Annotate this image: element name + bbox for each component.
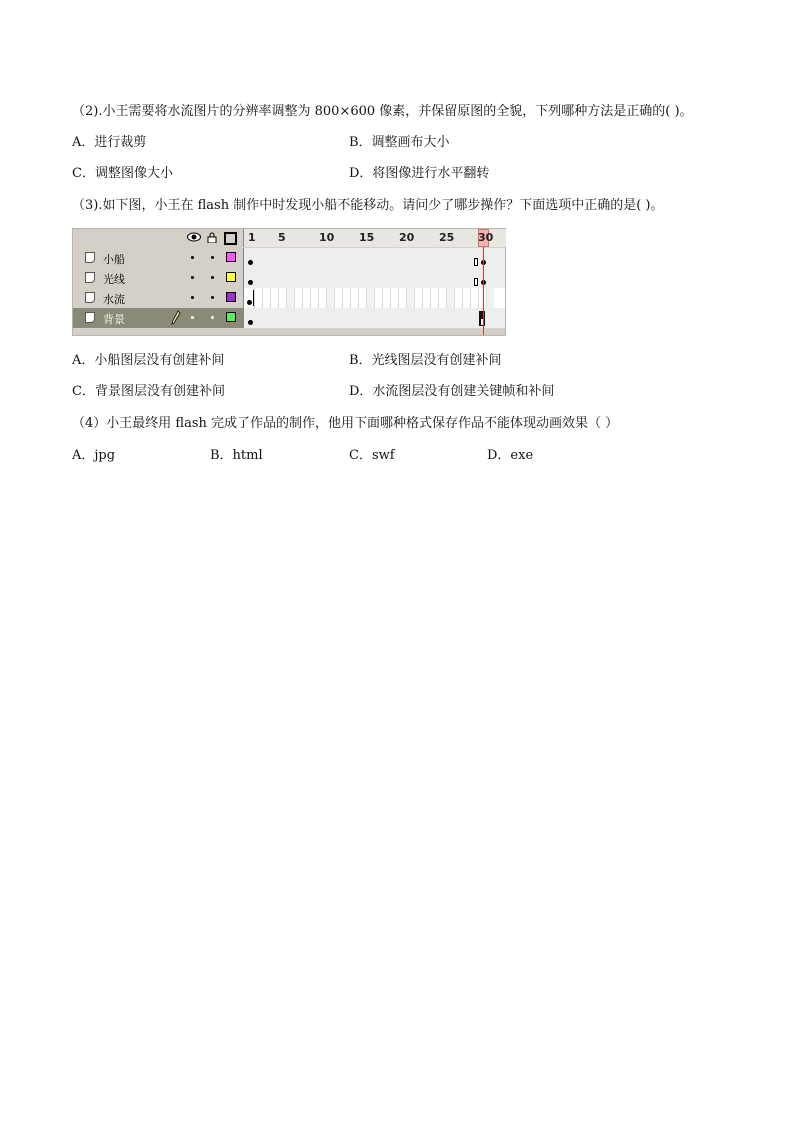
frame-cell[interactable]: [446, 288, 454, 308]
ruler-tick: 1: [248, 231, 256, 244]
keyframe-start[interactable]: [247, 300, 252, 305]
playhead-line: [483, 247, 484, 335]
layer-water[interactable]: [73, 288, 505, 308]
visibility-dot[interactable]: [191, 316, 194, 319]
layer-label: 水流: [103, 293, 125, 306]
frame-cell[interactable]: [454, 288, 462, 308]
layer-label: 背景: [103, 313, 125, 326]
frame-cell[interactable]: [350, 288, 358, 308]
frame-cell[interactable]: [334, 288, 342, 308]
layer-name-area[interactable]: [73, 268, 243, 288]
frame-cell[interactable]: [374, 288, 382, 308]
frame-cell[interactable]: [390, 288, 398, 308]
frame-cell[interactable]: [286, 288, 294, 308]
frame-cell[interactable]: [406, 288, 414, 308]
frame-ruler: [243, 229, 506, 247]
lock-dot[interactable]: [211, 296, 214, 299]
keyframe-start[interactable]: [248, 280, 253, 285]
lock-icon: [207, 232, 217, 243]
question-2-option-a: A．进行裁剪: [72, 135, 147, 150]
visibility-dot[interactable]: [191, 256, 194, 259]
frame-end-marker: [474, 258, 478, 266]
eye-icon: [187, 232, 201, 242]
ruler-tick: 10: [319, 231, 335, 244]
outline-color-swatch[interactable]: [226, 272, 236, 282]
question-4-option-b: B．html: [210, 448, 263, 463]
lock-dot[interactable]: [211, 316, 214, 319]
question-3-option-a: A．小船图层没有创建补间: [72, 353, 225, 368]
frame-cell[interactable]: [462, 288, 470, 308]
frame-cell[interactable]: [486, 288, 494, 308]
playhead[interactable]: [478, 229, 494, 247]
pencil-icon: [171, 310, 181, 325]
question-3-option-d: D．水流图层没有创建关键帧和补间: [349, 384, 555, 399]
frame-cell[interactable]: [262, 288, 270, 308]
frame-cell[interactable]: [318, 288, 326, 308]
frame-cell[interactable]: [382, 288, 390, 308]
layer-frames[interactable]: [243, 268, 505, 288]
layer-name-area[interactable]: [73, 248, 243, 268]
layer-frames[interactable]: [243, 288, 505, 308]
lock-dot[interactable]: [211, 276, 214, 279]
layer-page-icon: [85, 292, 95, 303]
flash-timeline-figure: [72, 228, 506, 336]
ruler-tick: 25: [439, 231, 455, 244]
frame-cell[interactable]: [294, 288, 302, 308]
layer-light[interactable]: [73, 268, 505, 288]
layer-frames[interactable]: [243, 308, 505, 328]
question-2-option-c: C．调整图像大小: [72, 166, 173, 181]
layer-name-area[interactable]: [73, 288, 243, 308]
frame-cell[interactable]: [358, 288, 366, 308]
ruler-tick: 15: [359, 231, 375, 244]
frame-cell[interactable]: [470, 288, 478, 308]
frame-cell[interactable]: [414, 288, 422, 308]
frame-cell[interactable]: [478, 288, 486, 308]
outline-color-swatch[interactable]: [226, 252, 236, 262]
question-4-option-d: D．exe: [487, 448, 534, 463]
frame-cell[interactable]: [342, 288, 350, 308]
ruler-tick-current: 30: [478, 231, 494, 244]
layer-label: 光线: [103, 273, 125, 286]
frame-cell[interactable]: [302, 288, 310, 308]
question-2-stem: （2).小王需要将水流图片的分辨率调整为 800×600 像素，并保留原图的全貌，下列哪种方法是正确的( )。: [72, 104, 693, 119]
layer-page-icon: [85, 252, 95, 263]
ruler-tick: 20: [399, 231, 415, 244]
question-4-option-c: C．swf: [349, 448, 395, 463]
visibility-dot[interactable]: [191, 296, 194, 299]
keyframe-start[interactable]: [248, 260, 253, 265]
layer-frames[interactable]: [243, 248, 505, 268]
layer-background[interactable]: [73, 308, 505, 328]
question-4-option-a: A．jpg: [72, 448, 116, 463]
timeline-header-icons: [183, 231, 243, 245]
frame-cell[interactable]: [430, 288, 438, 308]
frame-cell[interactable]: [326, 288, 334, 308]
frame-cell[interactable]: [438, 288, 446, 308]
frame-cell[interactable]: [310, 288, 318, 308]
frame-cell[interactable]: [366, 288, 374, 308]
question-3-option-c: C．背景图层没有创建补间: [72, 384, 225, 399]
question-3-stem: （3).如下图，小王在 flash 制作中时发现小船不能移动。请问少了哪步操作？下面选项中正确的是( )。: [72, 198, 664, 213]
outline-color-swatch[interactable]: [226, 312, 236, 322]
ruler-tick: 5: [278, 231, 286, 244]
visibility-dot[interactable]: [191, 276, 194, 279]
frame-cell[interactable]: [270, 288, 278, 308]
question-2-option-d: D．将图像进行水平翻转: [349, 166, 490, 181]
outline-icon: [224, 232, 237, 245]
frame-end-marker: [474, 278, 478, 286]
lock-dot[interactable]: [211, 256, 214, 259]
question-4-stem: （4）小王最终用 flash 完成了作品的制作，他用下面哪种格式保存作品不能体现动画效果（ ）: [72, 416, 619, 431]
outline-color-swatch[interactable]: [226, 292, 236, 302]
frame-cell[interactable]: [254, 288, 262, 308]
layer-page-icon: [85, 272, 95, 283]
timeline-header: [73, 229, 505, 247]
layer-name-area[interactable]: [73, 308, 243, 328]
frame-cell[interactable]: [278, 288, 286, 308]
question-2-option-b: B．调整画布大小: [349, 135, 450, 150]
keyframe-start[interactable]: [248, 320, 253, 325]
frame-cell[interactable]: [422, 288, 430, 308]
layer-label: 小船: [103, 253, 125, 266]
frame-cell[interactable]: [398, 288, 406, 308]
layer-page-icon: [85, 312, 95, 323]
question-3-option-b: B．光线图层没有创建补间: [349, 353, 502, 368]
layer-boat[interactable]: [73, 248, 505, 268]
